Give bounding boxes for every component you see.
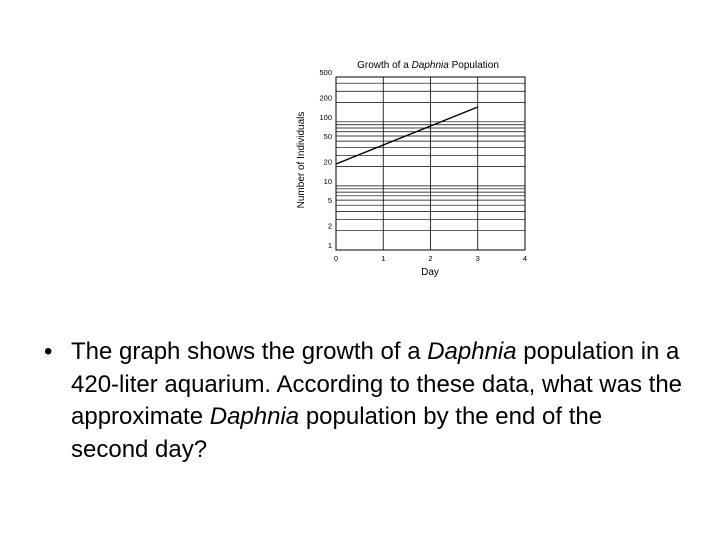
y-tick-label: 2	[327, 221, 332, 231]
question-part-2: population in a 420-liter aquarium. According to these data, what was the approximate	[71, 338, 683, 430]
question-italic-2: Daphnia	[209, 403, 300, 430]
chart-canvas	[280, 48, 550, 284]
daphnia-growth-chart	[280, 48, 550, 284]
y-tick-label: 1	[327, 241, 332, 250]
y-tick-label: 5	[327, 196, 332, 206]
y-tick-label: 200	[319, 93, 332, 103]
bullet-point: •	[44, 338, 53, 365]
chart-title: Growth of a Daphnia Population	[357, 60, 499, 71]
y-axis-label: Number of Individuals	[296, 111, 307, 209]
chart-grid	[336, 77, 525, 250]
y-tick-label: 100	[319, 112, 332, 122]
chart-tick-labels	[319, 68, 527, 263]
question-part-1: The graph shows the growth of a	[71, 338, 428, 365]
y-tick-label: 10	[323, 176, 332, 186]
question-italic-1: Daphnia	[427, 338, 517, 365]
x-tick-label: 3	[475, 254, 480, 263]
x-tick-label: 2	[428, 254, 433, 263]
y-tick-label: 500	[319, 68, 332, 77]
x-tick-label: 1	[381, 254, 386, 263]
y-tick-label: 20	[323, 157, 332, 167]
question-part-3: population by the end of the second day?	[71, 403, 603, 463]
y-tick-label: 50	[323, 132, 332, 142]
x-tick-label: 4	[522, 254, 528, 263]
question-text	[44, 336, 684, 466]
question-body	[71, 336, 684, 466]
x-axis-label: Day	[421, 267, 439, 278]
x-tick-label: 0	[333, 254, 339, 263]
